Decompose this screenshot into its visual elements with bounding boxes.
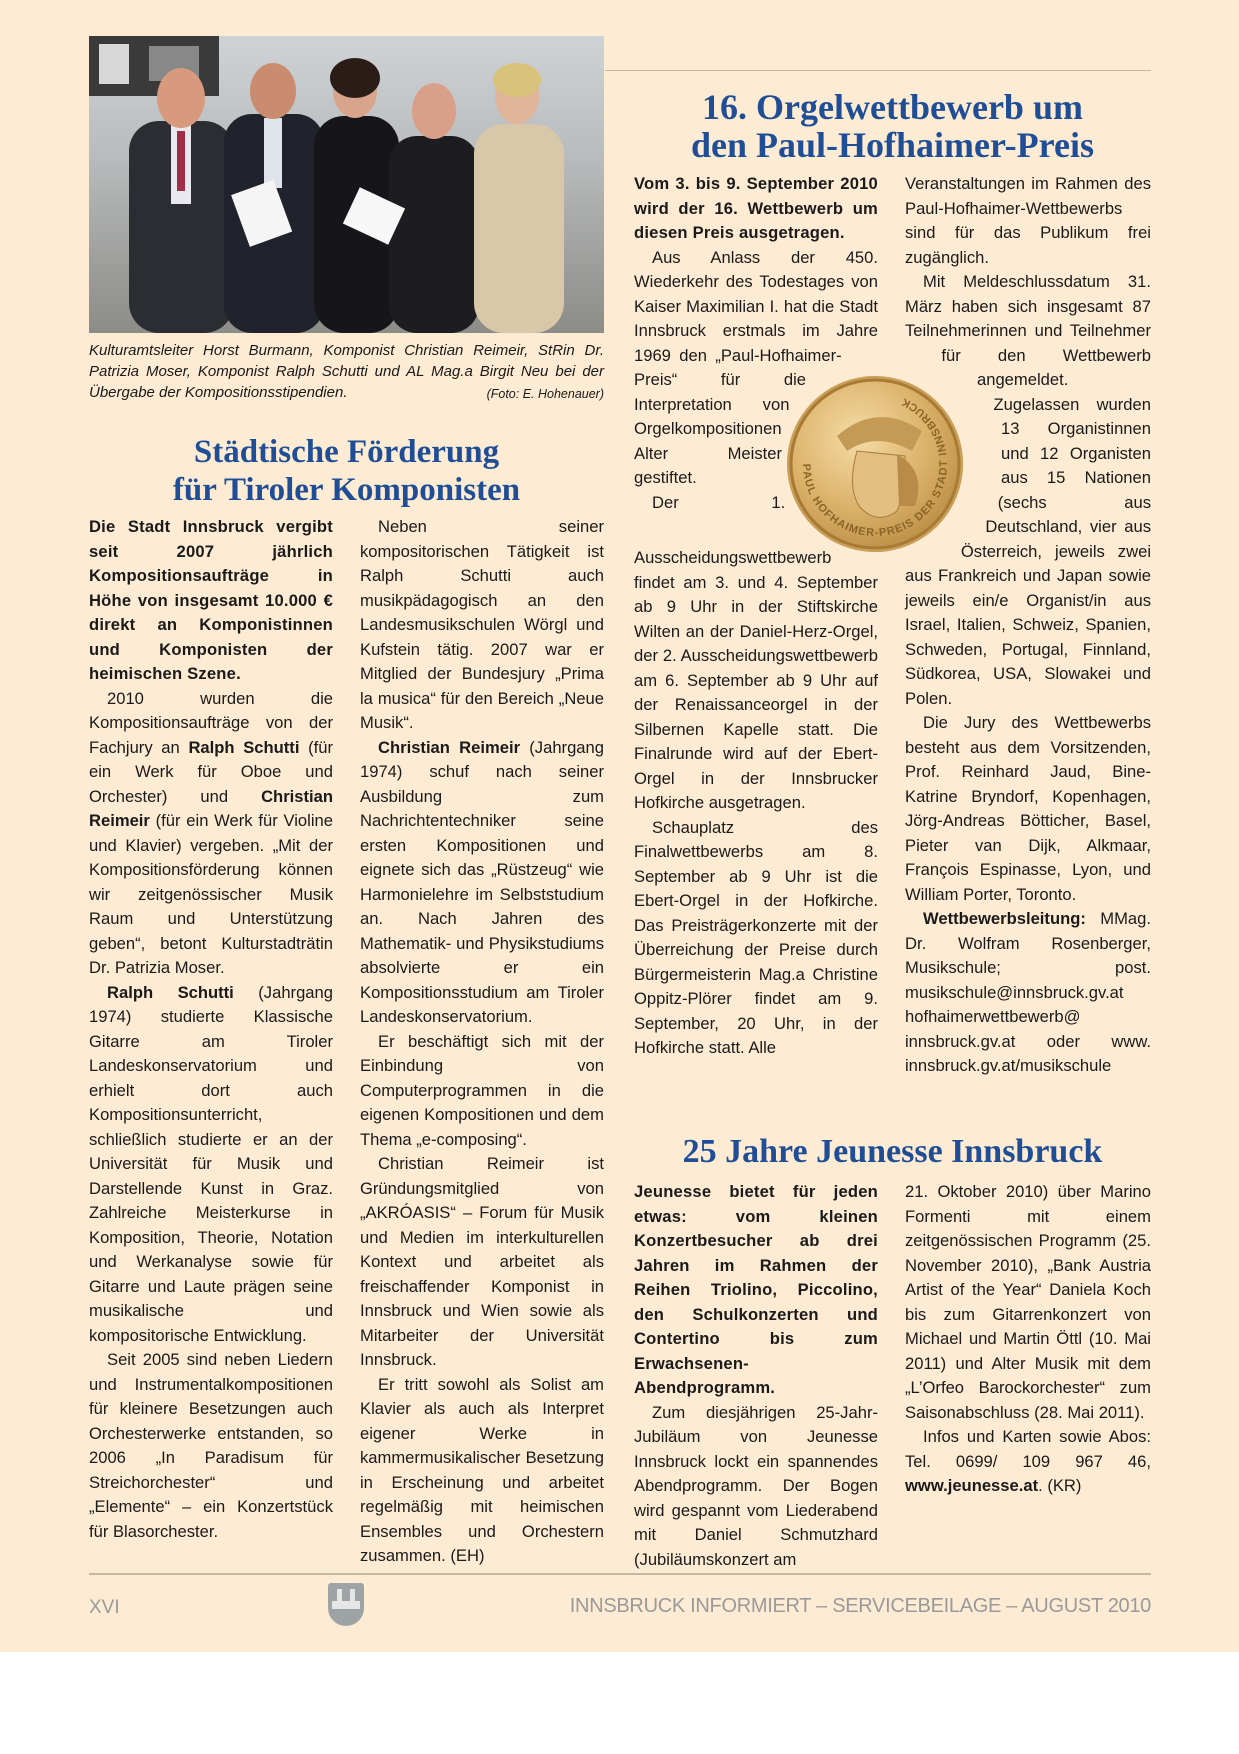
article1-headline: [89, 433, 604, 509]
article2-column-2: [905, 172, 1151, 1079]
paragraph: Christian Reimeir ist Gründungsmitglied von „AKRÓASIS“ – Forum für Musik und Medien im interkulturellen Kontext und arbeitet als freischaffender Komponist in Innsbruck und Wien sowie als Mitarbeiter der Universität Innsbruck.: [360, 1154, 604, 1369]
people-photo-illustration: [89, 36, 604, 333]
page-number: XVI: [89, 1597, 120, 1618]
contact-paragraph: [905, 907, 1151, 1079]
contact-label: Wettbewerbsleitung:: [923, 909, 1086, 928]
headline-line: für Tiroler Komponisten: [172, 472, 521, 508]
article3-column-1: [634, 1180, 878, 1572]
article1-column-2: [360, 515, 604, 1569]
article3-column-2: [905, 1180, 1151, 1499]
svg-text:PAUL HOFHAIMER-PREIS DER STADT: PAUL HOFHAIMER-PREIS DER STADT INNSBRUCK: [799, 394, 951, 540]
article2-headline: [634, 88, 1151, 164]
article-lead: Jeunesse bietet für jeden etwas: vom kleinen Konzertbesucher ab drei Jahren im Rahmen der Reihen Triolino, Piccolino, den Schulkonzerten und Contertino bis zum Erwachsenen-Abendprogramm.: [634, 1182, 878, 1397]
paragraph: Seit 2005 sind neben Liedern und Instrumentalkompositionen für kleinere Besetzungen auch Orchesterwerke entstanden, so 2006 „In Paradisum für Streichorchester“ und „Elemente“ – ein Konzertstück für Blasorchester.: [89, 1350, 333, 1541]
paragraph: Er beschäftigt sich mit der Einbindung von Computerprogrammen in die eigenen Kompositionen und dem Thema „e-composing“.: [360, 1031, 604, 1149]
footer-divider: [89, 1573, 1151, 1575]
paragraph: Der 1. Ausscheidungswettbewerb findet am 3. und 4. September ab 9 Uhr in der Stiftskirche Wilten an der Daniel-Herz-Orgel, der 2. Ausscheidungswettbewerb am 6. September ab 9 Uhr auf der Renaissanceorgel in der Silbernen Kapelle statt. Die Finalrunde wird auf der Ebert-Orgel in der Innsbrucker Hofkirche ausgetragen.: [634, 492, 878, 812]
caption-text: Kulturamtsleiter Horst Burmann, Komponist Christian Reimeir, StRin Dr. Patrizia Moser, Komponist Ralph Schutti und AL Mag.a Birgit Neu bei der Übergabe der Kompositionsstipendien.: [89, 342, 604, 401]
hofhaimer-medal-image: [787, 376, 963, 552]
headline-line: den Paul-Hofhaimer-Preis: [691, 125, 1094, 165]
name-highlight: Christian Reimeir: [89, 786, 333, 830]
headline-line: Städtische Förderung: [193, 434, 500, 470]
article-lead: Vom 3. bis 9. September 2010 wird der 16. Wettbewerb um diesen Preis ausgetragen.: [634, 174, 878, 242]
name-highlight: Ralph Schutti: [107, 982, 234, 1002]
city-coat-of-arms-icon: [328, 1583, 364, 1626]
paragraph: Schauplatz des Finalwettbewerbs am 8. September ab 9 Uhr ist die Ebert-Orgel in der Hofkirche. Das Preisträgerkonzerte mit der Überreichung der Preise durch Bürgermeisterin Mag.a Christine Oppitz-Plörer findet am 9. September, 20 Uhr, in der Hofkirche statt. Alle: [634, 817, 878, 1057]
photo-caption: [89, 340, 604, 405]
top-divider: [605, 70, 1151, 71]
medal-relief-icon: [787, 376, 963, 552]
paragraph: Mit Meldeschlussdatum 31. März haben sich insgesamt 87 Teilnehmerinnen und Teilnehmer für den Wettbewerb angemeldet. Zugelassen wurden 13 Organistinnen und 12 Organisten aus 15 Nationen (sechs aus Deutschland, vier aus Österreich, jeweils zwei aus Frankreich und Japan sowie jeweils ein/e Organist/in aus Israel, Italien, Schweiz, Spanien, Schweden, Portugal, Finnland, Südkorea, USA, Slowakei und Polen.: [905, 272, 1151, 708]
paragraph: Die Jury des Wettbewerbs besteht aus dem Vorsitzenden, Prof. Reinhard Jaud, Bine-Katrine Bryndorf, Kopenhagen, Jörg-Andreas Bötticher, Basel, Pieter van Dijk, Alkmaar, François Espinasse, Lyon, und William Porter, Toronto.: [905, 713, 1151, 904]
article2-column-1: [634, 172, 878, 1061]
headline-line: 16. Orgelwettbewerb um: [702, 87, 1083, 127]
paragraph: 2010 wurden die Kompositionsaufträge von der Fachjury an Ralph Schutti (für ein Werk für Oboe und Orchester) und Christian Reimeir (für ein Werk für Violine und Klavier) vergeben. „Mit der Kompositionsförderung können wir zeitgenössischer Musik Raum und Unterstützung geben“, betont Kulturstadträtin Dr. Patrizia Moser.: [89, 688, 333, 977]
paragraph: 21. Oktober 2010) über Marino Formenti mit einem zeitgenössischen Programm (25. November 2010), „Bank Austria Artist of the Year“ Daniela Koch bis zum Gitarrenkonzert von Michael und Martin Öttl (10. Mai 2011) und Alter Musik mit dem „L’Orfeo Barockorchester“ zum Saisonabschluss (28. Mai 2011).: [905, 1182, 1151, 1422]
name-highlight: Ralph Schutti: [188, 737, 300, 757]
article-lead: Die Stadt Innsbruck vergibt seit 2007 jährlich Kompositionsaufträge in Höhe von insgesamt 10.000 € direkt an Komponistinnen und Komponisten der heimischen Szene.: [89, 517, 333, 683]
paragraph: Infos und Karten sowie Abos: Tel. 0699/ 109 967 46, www.jeunesse.at. (KR): [905, 1427, 1151, 1495]
paragraph: Ralph Schutti (Jahrgang 1974) studierte Klassische Gitarre am Tiroler Landeskonservatorium und erhielt dort auch Kompositionsunterricht, schließlich studierte er an der Universität für Musik und Darstellende Kunst in Graz. Zahlreiche Meisterkurse in Komposition, Theorie, Notation und Werkanalyse sowie für Gitarre und Laute prägen seine musikalische und kompositorische Entwicklung.: [89, 982, 333, 1345]
article3-headline: 25 Jahre Jeunesse Innsbruck: [682, 1133, 1103, 1170]
website-link[interactable]: www.jeunesse.at: [905, 1476, 1039, 1495]
paragraph: Christian Reimeir (Jahrgang 1974) schuf nach seiner Ausbildung zum Nachrichtentechniker seine ersten Kompositionen und eignete sich das „Rüstzeug“ wie Harmonielehre im Selbststudium an. Nach Jahren des Mathematik- und Physikstudiums absolvierte er ein Kompositionsstudium am Tiroler Landeskonservatorium.: [360, 737, 604, 1026]
paragraph: Zum diesjährigen 25-Jahr-Jubiläum von Jeunesse Innsbruck lockt ein spannendes Abendprogramm. Der Bogen wird gespannt vom Liederabend mit Daniel Schmutzhard (Jubiläumskonzert am: [634, 1402, 878, 1569]
publication-title: INNSBRUCK INFORMIERT – SERVICEBEILAGE – AUGUST 2010: [569, 1595, 1151, 1617]
paragraph: Er tritt sowohl als Solist am Klavier als auch als Interpret eigener Werke in kammermusikalischer Besetzung in Erscheinung und arbeitet regelmäßig mit heimischen Ensembles und Orchestern zusammen. (EH): [360, 1374, 604, 1565]
article1-column-1: [89, 515, 333, 1544]
photo-credit: (Foto: E. Hohenauer): [486, 387, 604, 401]
contact-text: MMag. Dr. Wolfram Rosenberger, Musikschule; post. musikschule@innsbruck.gv.at hofhaimerwettbewerb@ innsbruck.gv.at oder www. innsbruck.gv.at/musikschule: [905, 909, 1151, 1075]
name-highlight: Christian Reimeir: [378, 737, 521, 757]
paragraph: Neben seiner kompositorischen Tätigkeit ist Ralph Schutti auch musikpädagogisch an den Landesmusikschulen Wörgl und Kufstein tätig. 2007 war er Mitglied der Bundesjury „Prima la musica“ für den Bereich „Neue Musik“.: [360, 517, 604, 732]
paragraph: Aus Anlass der 450. Wiederkehr des Todestages von Kaiser Maximilian I. hat die Stadt Innsbruck erstmals im Jahre 1969 den „Paul-Hofhaimer-Preis“ für die Interpretation von Orgelkompositionen Alter Meister gestiftet.: [634, 247, 878, 487]
award-photo: [89, 36, 604, 333]
paragraph: Veranstaltungen im Rahmen des Paul-Hofhaimer-Wettbewerbs sind für das Publikum frei zugänglich.: [905, 174, 1151, 267]
